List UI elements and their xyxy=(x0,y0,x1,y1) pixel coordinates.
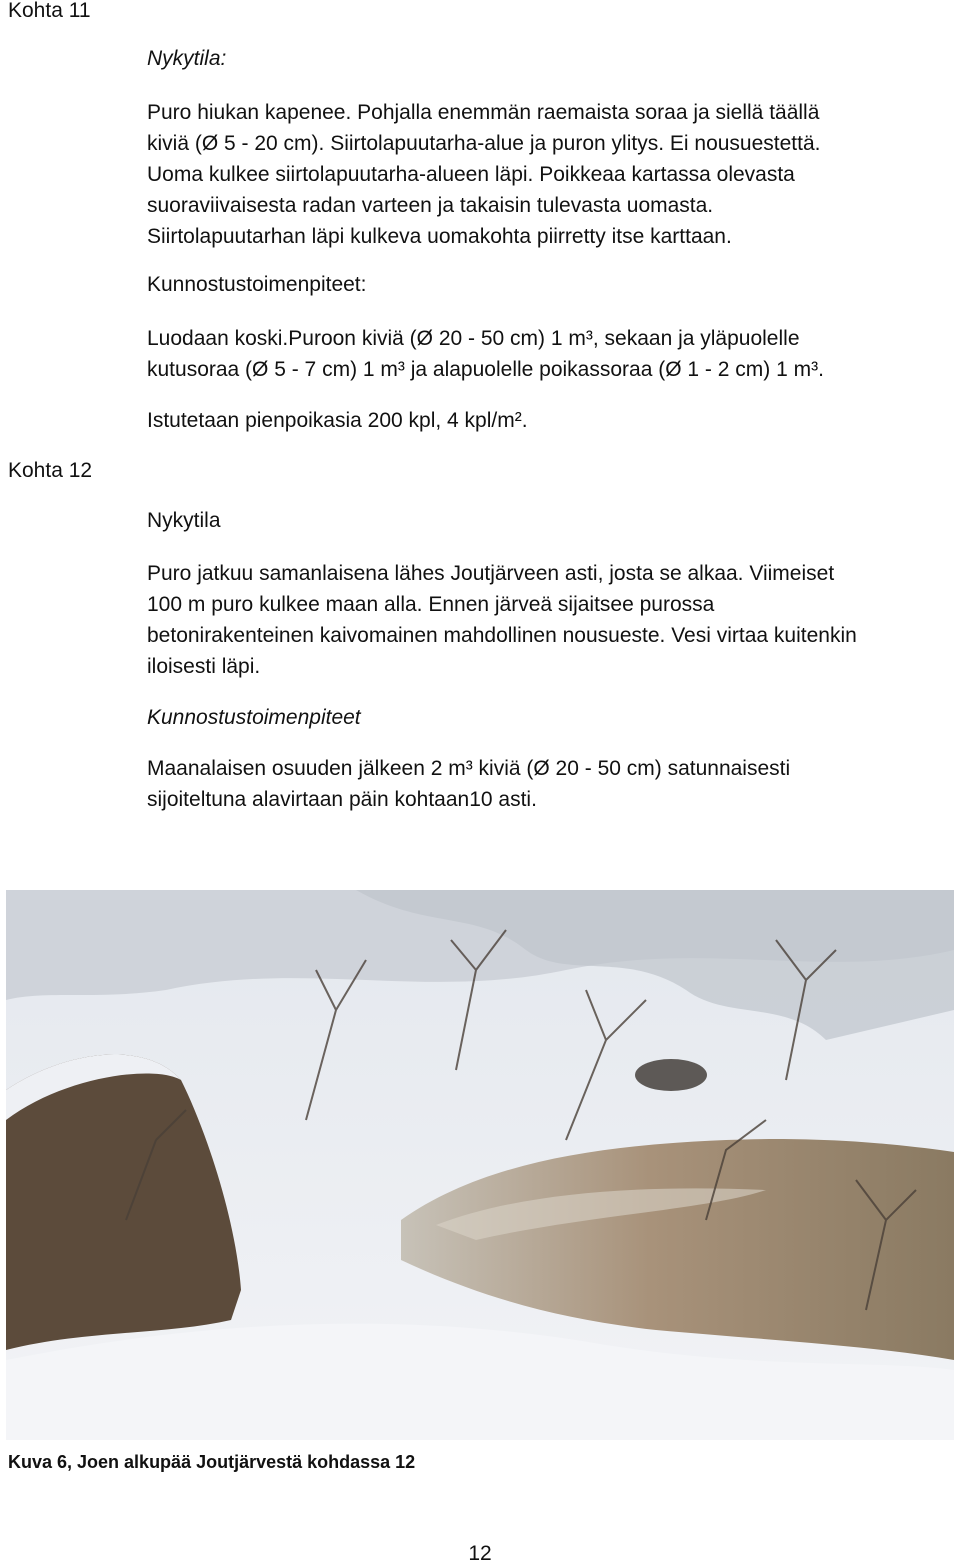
text-line: Siirtolapuutarhan läpi kulkeva uomakohta piirretty itse karttaan. xyxy=(147,225,732,248)
text-line: Puro hiukan kapenee. Pohjalla enemmän raemaista soraa ja siellä täällä xyxy=(147,101,820,124)
text-line: Puro jatkuu samanlaisena lähes Joutjärveen asti, josta se alkaa. Viimeiset xyxy=(147,562,835,585)
current-state-heading-11: Nykytila: xyxy=(147,47,227,70)
dark-water-patch xyxy=(635,1059,707,1091)
text-line: kiviä (Ø 5 - 20 cm). Siirtolapuutarha-alue ja puron ylitys. Ei nousuestettä. xyxy=(147,132,821,155)
actions-text-12 xyxy=(147,753,952,815)
section-label-kohta-11: Kohta 11 xyxy=(8,0,91,22)
planting-text-11: Istutetaan pienpoikasia 200 kpl, 4 kpl/m². xyxy=(147,409,528,432)
actions-text-11 xyxy=(147,323,952,385)
snowy-stream-photo xyxy=(6,890,954,1440)
current-state-text-12 xyxy=(147,558,952,682)
text-line: Maanalaisen osuuden jälkeen 2 m³ kiviä (Ø 20 - 50 cm) satunnaisesti xyxy=(147,757,791,780)
text-line: suoraviivaisesta radan varteen ja takaisin tulevasta uomasta. xyxy=(147,194,714,217)
actions-heading-12: Kunnostustoimenpiteet xyxy=(147,706,361,729)
current-state-text-11 xyxy=(147,97,952,252)
text-line: 100 m puro kulkee maan alla. Ennen järveä sijaitsee purossa xyxy=(147,593,715,616)
section-label-kohta-12: Kohta 12 xyxy=(8,459,93,482)
text-line: kutusoraa (Ø 5 - 7 cm) 1 m³ ja alapuolelle poikassoraa (Ø 1 - 2 cm) 1 m³. xyxy=(147,358,824,381)
page-number: 12 xyxy=(468,1542,492,1565)
text-line: sijoiteltuna alavirtaan päin kohtaan10 asti. xyxy=(147,788,537,811)
text-line: Luodaan koski.Puroon kiviä (Ø 20 - 50 cm) 1 m³, sekaan ja yläpuolelle xyxy=(147,327,800,350)
current-state-heading-12: Nykytila xyxy=(147,509,221,532)
actions-heading-11: Kunnostustoimenpiteet: xyxy=(147,273,367,296)
text-line: Uoma kulkee siirtolapuutarha-alueen läpi. Poikkeaa kartassa olevasta xyxy=(147,163,795,186)
figure-caption: Kuva 6, Joen alkupää Joutjärvestä kohdassa 12 xyxy=(8,1452,416,1472)
text-line: betonirakenteinen kaivomainen mahdollinen nousueste. Vesi virtaa kuitenkin xyxy=(147,624,857,647)
text-line: iloisesti läpi. xyxy=(147,655,261,678)
